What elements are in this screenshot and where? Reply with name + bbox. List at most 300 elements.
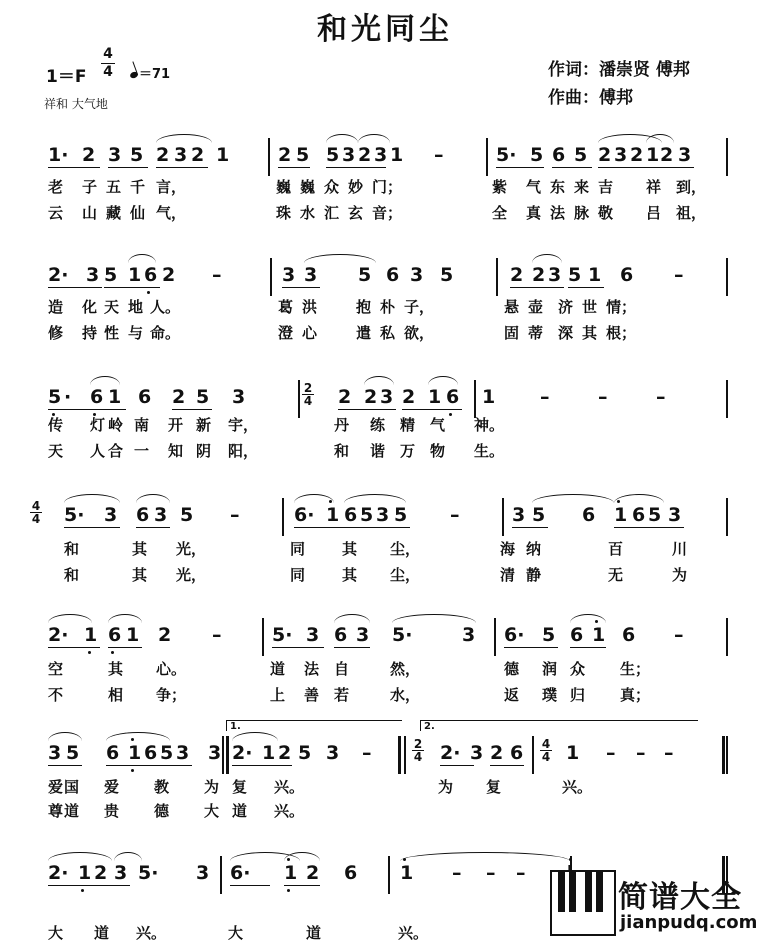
beam-underline bbox=[490, 765, 524, 766]
lyric-syllable: 润 bbox=[542, 660, 558, 678]
note: 3 bbox=[410, 264, 424, 286]
note: 3 bbox=[154, 504, 168, 526]
lyric-syllable: 川 bbox=[672, 540, 688, 558]
hold-dash: – bbox=[656, 386, 666, 408]
barline bbox=[404, 736, 406, 774]
lyric-syllable: 道 bbox=[270, 660, 286, 678]
beam-underline bbox=[48, 885, 130, 886]
lyric-syllable: 全 bbox=[492, 204, 508, 222]
note: 2 bbox=[510, 264, 524, 286]
note: 1 bbox=[326, 504, 340, 526]
lyric-syllable: 谐 bbox=[370, 442, 386, 460]
piano-keys-icon bbox=[550, 870, 616, 936]
lyric-syllable: 百 bbox=[608, 540, 624, 558]
note: 5 bbox=[568, 264, 582, 286]
note: 3 bbox=[668, 504, 682, 526]
tempo-value: ＝71 bbox=[139, 67, 171, 82]
lyric-syllable: 和 bbox=[64, 540, 80, 558]
barline bbox=[496, 258, 498, 296]
lyric-syllable: 相 bbox=[108, 686, 124, 704]
octave-dot-low bbox=[449, 413, 452, 416]
hold-dash: – bbox=[230, 504, 240, 526]
slur bbox=[304, 254, 376, 263]
beam-underline bbox=[510, 287, 564, 288]
lyric-syllable: 世 bbox=[582, 298, 598, 316]
slur bbox=[90, 376, 120, 385]
slur bbox=[428, 376, 458, 385]
note: 6 bbox=[334, 624, 348, 646]
hold-dash: – bbox=[674, 264, 684, 286]
beam-underline bbox=[48, 647, 100, 648]
lyric-syllable: 藏 bbox=[106, 204, 122, 222]
lyric-syllable: 兴。 bbox=[274, 802, 305, 820]
lyric-syllable: 欲， bbox=[404, 324, 435, 342]
lyric-syllable: 造 bbox=[48, 298, 64, 316]
lyric-syllable: 无 bbox=[608, 566, 624, 584]
slur bbox=[392, 614, 476, 623]
beam-underline bbox=[504, 647, 558, 648]
meter-signature bbox=[100, 46, 116, 81]
hold-dash: – bbox=[486, 862, 496, 884]
note: 1 bbox=[78, 862, 92, 884]
lyric-syllable: 蒂 bbox=[528, 324, 544, 342]
lyric-syllable: 心 bbox=[302, 324, 318, 342]
note: 5 bbox=[104, 264, 118, 286]
note: 5 bbox=[360, 504, 374, 526]
note: 5 bbox=[326, 144, 340, 166]
note: 3 bbox=[678, 144, 692, 166]
note: 6 bbox=[136, 504, 150, 526]
slur bbox=[48, 732, 82, 741]
slur bbox=[232, 732, 278, 741]
note: 5 bbox=[530, 144, 544, 166]
meter-top: 4 bbox=[103, 46, 113, 62]
hold-dash: – bbox=[516, 862, 526, 884]
lyric-syllable: 不 bbox=[48, 686, 64, 704]
note: 6· bbox=[294, 504, 315, 526]
expression-mark: 祥和 大气地 bbox=[44, 97, 108, 111]
note: 2 bbox=[364, 386, 378, 408]
lyric-syllable: 道 bbox=[94, 924, 110, 942]
lyric-syllable: 善 bbox=[304, 686, 320, 704]
lyric-syllable: 生； bbox=[620, 660, 651, 678]
barline bbox=[220, 856, 222, 894]
lyric-syllable: 祥 bbox=[646, 178, 662, 196]
note: 2· bbox=[48, 264, 69, 286]
note: 2· bbox=[48, 624, 69, 646]
note: 5 bbox=[48, 386, 62, 408]
lyric-syllable: 朴 bbox=[380, 298, 396, 316]
lyric-syllable: 复 bbox=[232, 778, 248, 796]
lyric-syllable: 天 bbox=[48, 442, 64, 460]
note: 3 bbox=[548, 264, 562, 286]
note: 5 bbox=[648, 504, 662, 526]
slur bbox=[570, 614, 606, 623]
lyric-syllable: 知 bbox=[168, 442, 184, 460]
slur bbox=[294, 494, 334, 503]
lyricist-credit: 作词：潘崇贤 傅邦 bbox=[548, 60, 690, 80]
note: 6 bbox=[386, 264, 400, 286]
note: 6 bbox=[144, 264, 158, 286]
music-row-3 bbox=[0, 380, 770, 416]
note: 5 bbox=[180, 504, 194, 526]
lyric-syllable: 阳， bbox=[228, 442, 259, 460]
note: 3 bbox=[48, 742, 62, 764]
note: 6 bbox=[144, 742, 158, 764]
music-row-1 bbox=[0, 138, 770, 174]
lyric-syllable: 兴。 bbox=[136, 924, 167, 942]
lyric-syllable: 来 bbox=[574, 178, 590, 196]
lyric-syllable: 灯 bbox=[90, 416, 106, 434]
note: 1 bbox=[216, 144, 230, 166]
lyric-syllable: 和 bbox=[64, 566, 80, 584]
lyric-syllable: 然， bbox=[390, 660, 421, 678]
lyric-syllable: 返 bbox=[504, 686, 520, 704]
music-row-4 bbox=[0, 498, 770, 534]
lyric-syllable: 深 bbox=[558, 324, 574, 342]
note: 2 bbox=[630, 144, 644, 166]
beam-underline bbox=[104, 287, 160, 288]
barline bbox=[726, 498, 728, 536]
lyric-syllable: 修 bbox=[48, 324, 64, 342]
lyric-syllable: 光， bbox=[176, 540, 207, 558]
lyric-syllable: 法 bbox=[304, 660, 320, 678]
note: 3 bbox=[114, 862, 128, 884]
beam-underline bbox=[570, 647, 606, 648]
lyric-syllable: 兴。 bbox=[398, 924, 429, 942]
lyric-syllable: 老 bbox=[48, 178, 64, 196]
lyric-syllable: 气， bbox=[156, 204, 187, 222]
lyric-syllable: 洪 bbox=[302, 298, 318, 316]
lyric-syllable: 化 bbox=[82, 298, 98, 316]
note: 5 bbox=[66, 742, 80, 764]
note: 2 bbox=[82, 144, 96, 166]
lyric-syllable: 德 bbox=[504, 660, 520, 678]
music-row-5 bbox=[0, 618, 770, 654]
note: 3 bbox=[282, 264, 296, 286]
lyric-syllable: 葛 bbox=[278, 298, 294, 316]
beam-underline bbox=[496, 167, 544, 168]
beam-underline bbox=[440, 765, 474, 766]
lyric-syllable: 真； bbox=[620, 686, 651, 704]
lyric-syllable: 合 bbox=[108, 442, 124, 460]
note: 3 bbox=[176, 742, 190, 764]
lyric-syllable: 清 bbox=[500, 566, 516, 584]
beam-underline bbox=[108, 647, 142, 648]
note: 1 bbox=[128, 264, 142, 286]
key-signature: 1＝F bbox=[46, 67, 87, 87]
beam-underline bbox=[272, 647, 324, 648]
lyric-syllable: 抱 bbox=[356, 298, 372, 316]
lyric-syllable: 道 bbox=[64, 802, 80, 820]
lyric-syllable: 万 bbox=[400, 442, 416, 460]
slur bbox=[106, 732, 170, 741]
beam-underline bbox=[568, 287, 604, 288]
note: 3 bbox=[470, 742, 484, 764]
barline bbox=[502, 498, 504, 536]
lyric-syllable: 壶 bbox=[528, 298, 544, 316]
lyric-syllable: 其 bbox=[342, 566, 358, 584]
hold-dash: – bbox=[636, 742, 646, 764]
lyric-syllable: 悬 bbox=[504, 298, 520, 316]
octave-dot-high bbox=[131, 738, 134, 741]
hold-dash: – bbox=[212, 624, 222, 646]
note: 2 bbox=[660, 144, 674, 166]
lyric-syllable: 言， bbox=[156, 178, 187, 196]
note: 5 bbox=[196, 386, 210, 408]
lyric-syllable: 气 bbox=[526, 178, 542, 196]
note: 6 bbox=[632, 504, 646, 526]
lyric-syllable: 祖， bbox=[676, 204, 707, 222]
note: 1 bbox=[262, 742, 276, 764]
lyric-syllable: 水 bbox=[300, 204, 316, 222]
lyric-syllable: 精 bbox=[400, 416, 416, 434]
lyric-syllable: 妙 bbox=[348, 178, 364, 196]
repeat-end-barline bbox=[722, 736, 725, 774]
lyric-syllable: 生。 bbox=[474, 442, 505, 460]
beam-underline bbox=[156, 167, 208, 168]
lyric-syllable: 同 bbox=[290, 566, 306, 584]
slur bbox=[128, 254, 156, 263]
note: 3 bbox=[232, 386, 246, 408]
note: 6 bbox=[582, 504, 596, 526]
note: 6 bbox=[552, 144, 566, 166]
note: 1 bbox=[126, 624, 140, 646]
beam-underline bbox=[48, 765, 82, 766]
lyric-syllable: 传 bbox=[48, 416, 64, 434]
lyric-syllable: 珠 bbox=[276, 204, 292, 222]
note: 2 bbox=[172, 386, 186, 408]
hold-dash: – bbox=[540, 386, 550, 408]
lyric-syllable: 国 bbox=[64, 778, 80, 796]
time-signature-2-4: 2 4 bbox=[413, 737, 423, 764]
beam-underline bbox=[284, 885, 320, 886]
note: 1 bbox=[614, 504, 628, 526]
lyric-syllable: 汇 bbox=[324, 204, 340, 222]
beam-underline bbox=[90, 409, 126, 410]
lyric-syllable: 云 bbox=[48, 204, 64, 222]
lyric-syllable: 众 bbox=[570, 660, 586, 678]
note: 1 bbox=[390, 144, 404, 166]
lyric-syllable: 教 bbox=[154, 778, 170, 796]
beam-underline bbox=[512, 527, 548, 528]
note: 2 bbox=[402, 386, 416, 408]
slur bbox=[400, 852, 570, 861]
quarter-note-icon bbox=[129, 71, 139, 79]
lyric-syllable: 大 bbox=[48, 924, 64, 942]
lyric-syllable: 情； bbox=[606, 298, 637, 316]
lyric-syllable: 为 bbox=[204, 778, 220, 796]
lyric-syllable: 一 bbox=[134, 442, 150, 460]
beam-underline bbox=[294, 527, 410, 528]
note: 3 bbox=[356, 624, 370, 646]
meter-bottom: 4 bbox=[103, 64, 113, 80]
octave-dot-high bbox=[287, 858, 290, 861]
note: 3 bbox=[374, 144, 388, 166]
lyric-syllable: 爱 bbox=[48, 778, 64, 796]
lyric-syllable: 地 bbox=[128, 298, 144, 316]
lyric-syllable: 兴。 bbox=[274, 778, 305, 796]
lyric-syllable: 光， bbox=[176, 566, 207, 584]
lyric-syllable: 固 bbox=[504, 324, 520, 342]
lyric-syllable: 爱 bbox=[104, 778, 120, 796]
note: 5 bbox=[542, 624, 556, 646]
lyric-syllable: 璞 bbox=[542, 686, 558, 704]
song-title: 和光同尘 bbox=[317, 12, 453, 47]
hold-dash: – bbox=[664, 742, 674, 764]
note: 2 bbox=[158, 624, 172, 646]
note: 3 bbox=[342, 144, 356, 166]
hold-dash: – bbox=[212, 264, 222, 286]
note: 5 bbox=[298, 742, 312, 764]
lyric-syllable: 其 bbox=[342, 540, 358, 558]
octave-dot-high bbox=[403, 858, 406, 861]
lyric-syllable: 脉 bbox=[574, 204, 590, 222]
octave-dot-low bbox=[81, 889, 84, 892]
lyric-syllable: 人 bbox=[90, 442, 106, 460]
lyric-syllable: 千 bbox=[130, 178, 146, 196]
lyric-syllable: 纳 bbox=[526, 540, 542, 558]
lyric-syllable: 和 bbox=[334, 442, 350, 460]
lyric-syllable: 争； bbox=[156, 686, 187, 704]
octave-dot-low bbox=[131, 769, 134, 772]
note: 5· bbox=[392, 624, 413, 646]
beam-underline bbox=[64, 527, 120, 528]
note: 3 bbox=[86, 264, 100, 286]
note: 1 bbox=[84, 624, 98, 646]
lyric-syllable: 命。 bbox=[150, 324, 181, 342]
tempo-mark bbox=[130, 63, 170, 82]
note: 5 bbox=[532, 504, 546, 526]
beam-underline bbox=[230, 885, 270, 886]
lyric-syllable: 自 bbox=[334, 660, 350, 678]
lyric-syllable: 新 bbox=[196, 416, 212, 434]
music-row-2 bbox=[0, 258, 770, 294]
beam-underline bbox=[334, 647, 370, 648]
volta-second-ending: 2. bbox=[420, 720, 698, 731]
note: 6 bbox=[344, 504, 358, 526]
beam-underline bbox=[136, 527, 170, 528]
note: 3 bbox=[376, 504, 390, 526]
barline bbox=[222, 736, 224, 774]
note: 3 bbox=[208, 742, 222, 764]
note: 5 bbox=[358, 264, 372, 286]
hold-dash: – bbox=[362, 742, 372, 764]
note: 6· bbox=[230, 862, 251, 884]
repeat-start-barline bbox=[226, 736, 229, 774]
note: 5 bbox=[394, 504, 408, 526]
music-row-6 bbox=[0, 736, 770, 772]
note: 2 bbox=[338, 386, 352, 408]
slur bbox=[326, 134, 358, 143]
lyric-syllable: 尘， bbox=[390, 540, 421, 558]
note: 6 bbox=[622, 624, 636, 646]
note: 5· bbox=[64, 504, 85, 526]
barline bbox=[532, 736, 534, 774]
lyric-syllable: 法 bbox=[550, 204, 566, 222]
lyric-syllable: 水， bbox=[390, 686, 421, 704]
note: 6 bbox=[108, 624, 122, 646]
note: 3 bbox=[304, 264, 318, 286]
note: 3 bbox=[326, 742, 340, 764]
lyric-syllable: 巍 bbox=[300, 178, 316, 196]
slur bbox=[108, 614, 142, 623]
lyric-syllable: 阴 bbox=[196, 442, 212, 460]
beam-underline bbox=[278, 167, 310, 168]
note: 1 bbox=[482, 386, 496, 408]
beam-underline bbox=[48, 287, 102, 288]
barline bbox=[494, 618, 496, 656]
lyric-syllable: 到， bbox=[676, 178, 707, 196]
slur bbox=[358, 134, 390, 143]
octave-dot-low bbox=[88, 651, 91, 654]
beam-underline bbox=[232, 765, 292, 766]
lyric-syllable: 其 bbox=[132, 540, 148, 558]
lyric-syllable: 持 bbox=[82, 324, 98, 342]
lyric-syllable: 开 bbox=[168, 416, 184, 434]
lyric-syllable: 澄 bbox=[278, 324, 294, 342]
lyric-syllable: 吕 bbox=[646, 204, 662, 222]
note: 1· bbox=[48, 144, 69, 166]
lyric-syllable: 道 bbox=[306, 924, 322, 942]
barline bbox=[486, 138, 488, 176]
beam-underline bbox=[598, 167, 694, 168]
lyric-syllable: 其 bbox=[108, 660, 124, 678]
lyric-syllable: 为 bbox=[438, 778, 454, 796]
lyric-syllable: 静 bbox=[526, 566, 542, 584]
hold-dash: – bbox=[434, 144, 444, 166]
note: 3 bbox=[108, 144, 122, 166]
slur bbox=[334, 614, 370, 623]
lyric-syllable: 吉 bbox=[598, 178, 614, 196]
note: 2 bbox=[156, 144, 170, 166]
lyric-syllable: 天 bbox=[104, 298, 120, 316]
logo-url: jianpudq.com bbox=[620, 912, 758, 933]
beam-underline bbox=[614, 527, 684, 528]
note: 1 bbox=[128, 742, 142, 764]
beam-underline bbox=[402, 409, 462, 410]
note: 5· bbox=[496, 144, 517, 166]
lyric-syllable: 山 bbox=[82, 204, 98, 222]
composer-credit: 作曲：傅邦 bbox=[548, 88, 633, 108]
lyric-syllable: 练 bbox=[370, 416, 386, 434]
lyric-syllable: 若 bbox=[334, 686, 350, 704]
note: 3 bbox=[614, 144, 628, 166]
hold-dash: – bbox=[674, 624, 684, 646]
slur bbox=[532, 494, 614, 503]
barline bbox=[268, 138, 270, 176]
lyric-syllable: 性 bbox=[104, 324, 120, 342]
lyric-syllable: 仙 bbox=[130, 204, 146, 222]
slur bbox=[614, 494, 664, 503]
note: 2 bbox=[162, 264, 176, 286]
lyric-syllable: 大 bbox=[228, 924, 244, 942]
hold-dash: – bbox=[598, 386, 608, 408]
barline bbox=[726, 138, 728, 176]
lyric-syllable: 其 bbox=[132, 566, 148, 584]
lyric-syllable: 巍 bbox=[276, 178, 292, 196]
lyric-syllable: 敬 bbox=[598, 204, 614, 222]
octave-dot-low bbox=[287, 889, 290, 892]
note: 3 bbox=[196, 862, 210, 884]
lyric-syllable: 复 bbox=[486, 778, 502, 796]
lyric-syllable: 上 bbox=[270, 686, 286, 704]
lyric-syllable: 神。 bbox=[474, 416, 505, 434]
note: 3 bbox=[104, 504, 118, 526]
slur bbox=[48, 614, 92, 623]
lyric-syllable: 贵 bbox=[104, 802, 120, 820]
hold-dash: – bbox=[606, 742, 616, 764]
